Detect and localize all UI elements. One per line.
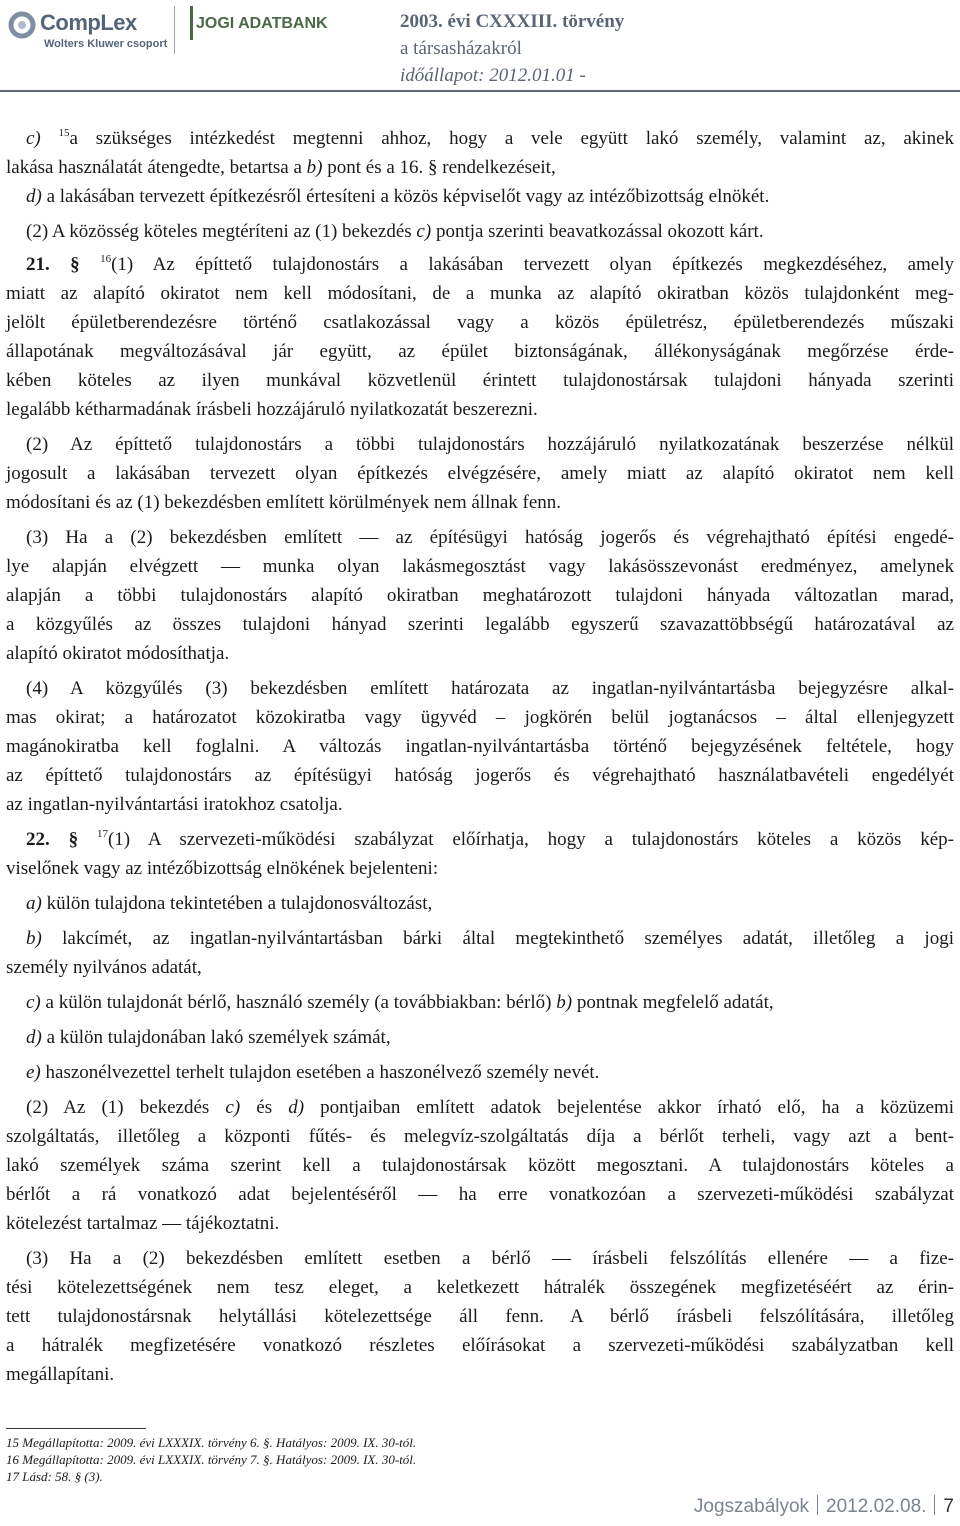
complex-logo-name: CompLex [40,10,137,35]
text-line: az építtető tulajdonostárs az építésügyi hatóság jogerős és végrehajtható használatbavételi engedélyét [6,765,954,786]
item-c-line2: lakása használatát átengedte, betartsa a b) pont és a 16. § rendelkezéseit, [6,157,556,178]
footnote-rule [6,1428,146,1429]
text-line: (2) Az építtető tulajdonostárs a többi tulajdonostárs hozzájáruló nyilatkozatának beszerzése nélkül [26,434,954,455]
text-line: kötelezést tartalmaz — tájékoztatni. [6,1213,280,1234]
footnote-17: 17 Lásd: 58. § (3). [6,1469,103,1484]
text-line: a hátralék megfizetésére vonatkozó részletes előírásokat a szervezeti-működési szabályzatban kell [6,1335,954,1356]
footer-date: 2012.02.08. [826,1496,927,1517]
text-line: (3) Ha a (2) bekezdésben említett esetben a bérlő — írásbeli felszólítás ellenére — a fize- [26,1248,954,1269]
footnotes [6,1434,416,1485]
footnote-16: 16 Megállapította: 2009. évi LXXXIX. törvény 7. §. Hatályos: 2009. IX. 30-tól. [6,1452,417,1467]
header-divider [174,6,175,54]
paragraph-20-2: (2) A közösség köteles megtéríteni az (1) bekezdés c) pontja szerinti beavatkozással okozott kárt. [26,221,764,242]
page-header [0,0,960,86]
law-title: 2003. évi CXXXIII. törvény [400,11,625,32]
paragraph-22-2-line1: (2) Az (1) bekezdés c) és d) pontjaiban említett adatok bejelentése akkor írható elő, ha a közüzemi [26,1097,955,1118]
footnote-ref[interactable]: 16 [100,253,112,265]
text-line: viselőnek vagy az intézőbizottság elnökének bejelenteni: [6,858,439,879]
section-22-line1: 22. § $^{17}$(1) A szervezeti-működési szabályzat előírhatja, hogy a tulajdonostárs köteles a közös kép- [26,828,955,850]
jogi-adatbank-logo [190,6,360,46]
text-line: mas okirat; a határozatot közokiratba vagy ügyvéd – jogkörén belül jogtanácsos – által ellenjegyzett [6,707,954,728]
footnote-ref[interactable]: 15 [58,127,70,139]
footnote-ref[interactable]: 17 [96,828,108,840]
section-21-line1: 21. § $^{16}$(1) Az építtető tulajdonostárs a lakásában tervezett olyan építkezés megkezdéséhez, amely [26,253,955,275]
document-body [6,124,954,1389]
footnote-15: 15 Megállapította: 2009. évi LXXXIX. törvény 6. §. Hatályos: 2009. IX. 30-tól. [6,1435,417,1450]
text-line: az ingatlan-nyilvántartási iratokhoz csatolja. [6,794,343,815]
text-line: (3) Ha a (2) bekezdésben említett — az építésügyi hatóság jogerős és végrehajtható építési engedé- [26,527,954,548]
text-line: kében köteles az ilyen munkával közvetlenül érintett tulajdonostársak tulajdoni hányada szerinti [6,370,954,391]
text-line: személy nyilvános adatát, [6,957,202,978]
complex-logo [8,8,173,52]
text-line: tési kötelezettségének nem tesz eleget, a keletkezett hátralék összegének megfizetéséért az érin- [6,1277,954,1298]
text-line: szolgáltatás, illetőleg a központi fűtés- és melegvíz-szolgáltatás díja a bérlőt terheli, vagy azt a bent- [6,1126,954,1147]
item-d: d) a lakásában tervezett építkezésről értesíteni a közös képviselőt vagy az intézőbizottság elnökét. [26,186,770,207]
section-number: 22. [26,829,50,850]
jogi-adatbank-name: JOGI ADATBANK [196,15,328,32]
page-number: 7 [943,1496,954,1517]
text-line: bérlőt a rá vonatkozó adat bejelentéséről — ha erre vonatkozóan a szervezeti-működési szabályzat [6,1184,954,1205]
law-subject: a társasházakról [400,38,522,59]
text-line: alapján a többi tulajdonostárs alapító okiratban meghatározott tulajdoni hányada változatlan marad, [6,585,954,606]
footer-separator [817,1495,818,1515]
text-line: jogosult a lakásában tervezett olyan építkezés elvégzésére, amely miatt az alapító okiratot nem kell [6,463,954,484]
header-rule [0,90,960,92]
footer-separator [934,1495,935,1515]
footer-source: Jogszabályok [693,1496,810,1517]
text-line: alapító okiratot módosíthatja. [6,643,230,664]
section-number: 21. [26,254,50,275]
document-info [400,8,624,89]
complex-logo-icon [8,10,38,40]
text-line: módosítani és az (1) bekezdésben említett körülmények nem állnak fenn. [6,492,562,513]
text-line: magánokiratba kell foglalni. A változás ingatlan-nyilvántartásba történő bejegyzésének feltétele, hogy [6,736,954,757]
time-state: időállapot: 2012.01.01 - [400,65,586,86]
text-line: jelölt épületberendezésre történő csatlakozással vagy a közös épületrész, épületberendezés műszaki [6,312,954,333]
complex-logo-subtitle: Wolters Kluwer csoport [44,38,168,50]
item-c-line1: c) $^{15}$a szükséges intézkedést megtenni ahhoz, hogy a vele együtt lakó személy, valamint az, akinek [26,127,955,149]
text-line: állapotának megváltozásával jár együtt, az épület biztonságának, állékonyságának megőrzése érde- [6,341,954,362]
item-a: a) külön tulajdona tekintetében a tulajdonosváltozást, [26,893,433,914]
text-line: lakó személyek száma szerint kell a tulajdonostársak között megosztani. A tulajdonostárs köteles a [6,1155,954,1176]
item-d: d) a külön tulajdonában lakó személyek számát, [26,1027,391,1048]
page-footer [694,1495,954,1518]
text-line: (4) A közgyűlés (3) bekezdésben említett határozata az ingatlan-nyilvántartásba bejegyzésre alkal- [26,678,954,699]
text-line: legalább kétharmadának írásbeli hozzájáruló nyilatkozatát beszerezni. [6,399,538,420]
text-line: lye alapján elvégzett — munka olyan lakásmegosztást vagy lakásösszevonást eredményez, amelynek [6,556,954,577]
item-c: c) a külön tulajdonát bérlő, használó személy (a továbbiakban: bérlő) b) pontnak megfelelő adatát, [26,992,774,1013]
text-line: tett tulajdonostársnak helytállási kötelezettsége áll fenn. A bérlő írásbeli felszólítására, illetőleg [6,1306,954,1327]
text-line: miatt az alapító okiratot nem kell módosítani, de a munka az alapító okiratban közös tulajdonként meg- [6,283,954,304]
item-b-line1: b) lakcímét, az ingatlan-nyilvántartásban bárki által megtekinthető személyes adatát, illetőleg a jogi [26,928,954,949]
text-line: a közgyűlés az összes tulajdoni hányad szerinti legalább egyszerű szavazattöbbségű határozatával az [6,614,954,635]
text-line: megállapítani. [6,1364,115,1385]
item-e: e) haszonélvezettel terhelt tulajdon esetében a haszonélvező személy nevét. [26,1062,600,1083]
